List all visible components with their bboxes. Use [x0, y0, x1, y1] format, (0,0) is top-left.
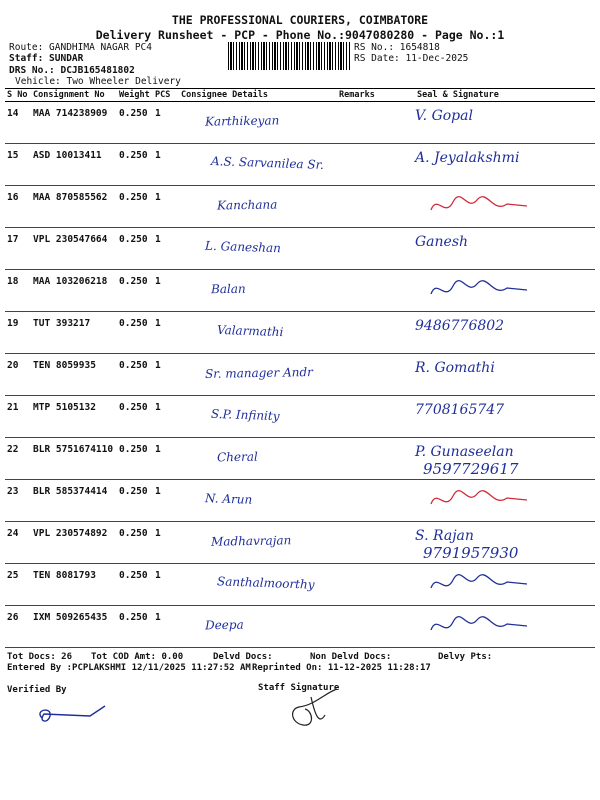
pieces-count: 1: [153, 270, 179, 312]
table-row: [5, 606, 595, 648]
consignee-handwriting: L. Ganeshan: [204, 238, 282, 256]
table-row: [5, 312, 595, 354]
remarks: [337, 396, 397, 438]
consignee-details: [179, 270, 337, 312]
serial-number: 16: [5, 186, 31, 228]
remarks: [337, 480, 397, 522]
consignee-details: [179, 354, 337, 396]
remarks: [337, 354, 397, 396]
consignee-handwriting: Deepa: [204, 617, 244, 633]
pieces-count: 1: [153, 228, 179, 270]
staff-label: Staff: SUNDAR: [9, 53, 84, 64]
pieces-count: 1: [153, 144, 179, 186]
seal-signature: [397, 144, 595, 186]
weight-value: 0.250: [117, 480, 153, 522]
signature-scribble: [427, 610, 547, 640]
route-label: Route: GANDHIMA NAGAR PC4: [9, 42, 152, 53]
verifier-signature: [30, 700, 110, 730]
signature-text: A. Jeyalakshmi: [415, 150, 520, 166]
consignee-details: [179, 438, 337, 480]
table-row: [5, 396, 595, 438]
total-docs: Tot Docs: 26: [7, 652, 73, 662]
consignee-handwriting: Karthikeyan: [204, 113, 280, 129]
remarks: [337, 144, 397, 186]
total-cod: Tot COD Amt: 0.00: [91, 652, 184, 662]
col-weight: Weight: [117, 89, 153, 102]
consignee-details: [179, 396, 337, 438]
seal-signature: [397, 522, 595, 564]
remarks: [337, 186, 397, 228]
col-seal-signature: Seal & Signature: [397, 89, 595, 102]
serial-number: 17: [5, 228, 31, 270]
consignee-details: [179, 480, 337, 522]
serial-number: 19: [5, 312, 31, 354]
consignment-number: TUT 393217: [31, 312, 117, 354]
consignee-details: [179, 564, 337, 606]
table-row: [5, 270, 595, 312]
rs-date: RS Date: 11-Dec-2025: [354, 53, 469, 64]
reprinted-on: Reprinted On: 11-12-2025 11:28:17: [252, 663, 431, 673]
weight-value: 0.250: [117, 144, 153, 186]
serial-number: 25: [5, 564, 31, 606]
weight-value: 0.250: [117, 522, 153, 564]
weight-value: 0.250: [117, 186, 153, 228]
signature-text: Ganesh: [415, 234, 469, 250]
table-row: [5, 144, 595, 186]
remarks: [337, 438, 397, 480]
remarks: [337, 606, 397, 648]
rs-number: RS No.: 1654818: [354, 42, 440, 53]
serial-number: 22: [5, 438, 31, 480]
remarks: [337, 270, 397, 312]
remarks: [337, 312, 397, 354]
serial-number: 26: [5, 606, 31, 648]
staff-signature-label: Staff Signature: [258, 683, 340, 693]
weight-value: 0.250: [117, 396, 153, 438]
serial-number: 18: [5, 270, 31, 312]
consignment-number: BLR 5751674110: [31, 438, 117, 480]
seal-signature: [397, 438, 595, 480]
pieces-count: 1: [153, 522, 179, 564]
signature-scribble: [427, 484, 547, 514]
pieces-count: 1: [153, 102, 179, 144]
consignment-number: TEN 8081793: [31, 564, 117, 606]
delivery-points: Delvy Pts:: [438, 652, 493, 662]
consignee-handwriting: Valarmathi: [216, 322, 284, 340]
delivered-docs: Delvd Docs:: [213, 652, 273, 662]
runsheet-table: [5, 88, 595, 648]
consignment-number: MAA 714238909: [31, 102, 117, 144]
remarks: [337, 522, 397, 564]
consignee-details: [179, 144, 337, 186]
consignment-number: MAA 870585562: [31, 186, 117, 228]
signature-text: V. Gopal: [415, 108, 473, 124]
serial-number: 23: [5, 480, 31, 522]
remarks: [337, 564, 397, 606]
seal-signature: [397, 186, 595, 228]
consignment-number: VPL 230547664: [31, 228, 117, 270]
weight-value: 0.250: [117, 354, 153, 396]
col-consignment: Consignment No: [31, 89, 117, 102]
pieces-count: 1: [153, 438, 179, 480]
serial-number: 14: [5, 102, 31, 144]
signature-text: S. Rajan: [415, 528, 474, 544]
weight-value: 0.250: [117, 270, 153, 312]
col-sno: S No: [5, 89, 31, 102]
non-delivered-docs: Non Delvd Docs:: [310, 652, 392, 662]
pieces-count: 1: [153, 564, 179, 606]
company-title: THE PROFESSIONAL COURIERS, COIMBATORE: [171, 13, 429, 27]
seal-signature: [397, 102, 595, 144]
serial-number: 21: [5, 396, 31, 438]
remarks: [337, 102, 397, 144]
table-row: [5, 228, 595, 270]
signature-text: 9486776802: [415, 318, 505, 334]
consignee-handwriting: Santhalmoorthy: [216, 574, 315, 592]
table-row: [5, 438, 595, 480]
weight-value: 0.250: [117, 228, 153, 270]
consignment-number: VPL 230574892: [31, 522, 117, 564]
weight-value: 0.250: [117, 312, 153, 354]
table-row: [5, 186, 595, 228]
consignee-handwriting: S.P. Infinity: [210, 406, 280, 424]
signature-phone: 9597729617: [423, 460, 519, 478]
seal-signature: [397, 228, 595, 270]
weight-value: 0.250: [117, 102, 153, 144]
weight-value: 0.250: [117, 438, 153, 480]
col-remarks: Remarks: [337, 89, 397, 102]
seal-signature: [397, 480, 595, 522]
vehicle-label: Vehicle: Two Wheeler Delivery: [15, 76, 181, 87]
consignment-number: MTP 5105132: [31, 396, 117, 438]
weight-value: 0.250: [117, 564, 153, 606]
consignee-details: [179, 102, 337, 144]
table-header-row: [5, 89, 595, 102]
seal-signature: [397, 312, 595, 354]
consignment-number: IXM 509265435: [31, 606, 117, 648]
consignment-number: ASD 10013411: [31, 144, 117, 186]
seal-signature: [397, 564, 595, 606]
consignee-handwriting: Balan: [210, 281, 246, 297]
entered-by: Entered By :PCPLAKSHMI 12/11/2025 11:27:52 AM: [7, 663, 251, 673]
consignee-handwriting: Cheral: [216, 449, 258, 465]
consignee-details: [179, 606, 337, 648]
table-row: [5, 522, 595, 564]
seal-signature: [397, 396, 595, 438]
serial-number: 20: [5, 354, 31, 396]
consignee-details: [179, 312, 337, 354]
signature-text: P. Gunaseelan: [415, 444, 514, 460]
table-row: [5, 102, 595, 144]
pieces-count: 1: [153, 186, 179, 228]
remarks: [337, 228, 397, 270]
serial-number: 24: [5, 522, 31, 564]
signature-scribble: [427, 274, 547, 304]
col-consignee: Consignee Details: [179, 89, 337, 102]
signature-text: 7708165747: [415, 402, 505, 418]
signature-text: R. Gomathi: [415, 360, 495, 376]
weight-value: 0.250: [117, 606, 153, 648]
consignee-handwriting: Sr. manager Andr: [204, 365, 313, 381]
table-row: [5, 480, 595, 522]
signature-phone: 9791957930: [423, 544, 519, 562]
consignee-details: [179, 186, 337, 228]
consignment-number: MAA 103206218: [31, 270, 117, 312]
table-row: [5, 564, 595, 606]
seal-signature: [397, 270, 595, 312]
col-pcs: PCS: [153, 89, 179, 102]
drs-number: DRS No.: DCJB165481802: [9, 65, 135, 76]
consignee-handwriting: Madhavrajan: [210, 533, 292, 549]
table-row: [5, 354, 595, 396]
runsheet-subtitle: Delivery Runsheet - PCP - Phone No.:9047080280 - Page No.:1: [95, 28, 505, 42]
pieces-count: 1: [153, 480, 179, 522]
pieces-count: 1: [153, 396, 179, 438]
serial-number: 15: [5, 144, 31, 186]
signature-scribble: [427, 568, 547, 598]
consignment-number: TEN 8059935: [31, 354, 117, 396]
consignee-details: [179, 228, 337, 270]
seal-signature: [397, 354, 595, 396]
consignee-details: [179, 522, 337, 564]
pieces-count: 1: [153, 606, 179, 648]
seal-signature: [397, 606, 595, 648]
signature-scribble: [427, 190, 547, 220]
barcode: [228, 42, 350, 70]
verified-by-label: Verified By: [7, 685, 67, 695]
consignee-handwriting: A.S. Sarvanilea Sr.: [210, 154, 325, 172]
consignment-number: BLR 585374414: [31, 480, 117, 522]
staff-signature: [285, 685, 345, 731]
consignee-handwriting: N. Arun: [204, 491, 253, 507]
pieces-count: 1: [153, 354, 179, 396]
pieces-count: 1: [153, 312, 179, 354]
consignee-handwriting: Kanchana: [216, 197, 278, 213]
